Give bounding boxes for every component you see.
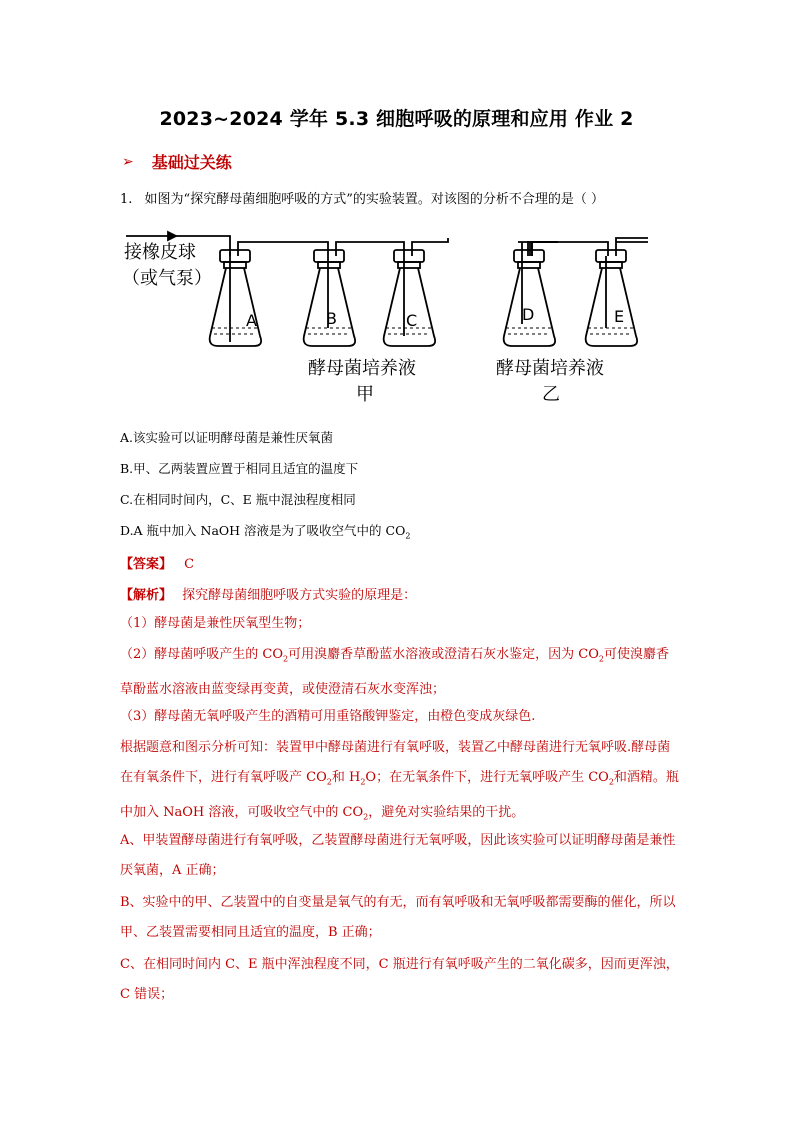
answer-value: C bbox=[184, 557, 195, 572]
question-1 bbox=[120, 188, 604, 207]
culture-label-yi: 酵母菌培养液 bbox=[496, 358, 604, 379]
option-b: B.甲、乙两装置应置于相同且适宜的温度下 bbox=[120, 461, 359, 476]
inlet-label-line2: （或气泵） bbox=[122, 268, 212, 289]
analysis-p2-part2: 可用溴麝香草酚蓝水溶液或澄清石灰水鉴定，因为 CO bbox=[288, 647, 599, 662]
option-c: C.在相同时间内，C、E 瓶中混浊程度相同 bbox=[120, 492, 356, 507]
analysis-p4-part5: ，避免对实验结果的干扰。 bbox=[368, 804, 525, 820]
analysis-intro-line bbox=[120, 584, 416, 603]
apparatus-diagram-yi bbox=[488, 228, 688, 408]
flask-d bbox=[504, 250, 555, 346]
analysis-sub: 2 bbox=[283, 654, 289, 664]
flask-b bbox=[304, 250, 355, 346]
analysis-sub: 2 bbox=[363, 812, 369, 822]
analysis-p2-part3: 可使溴麝香草酚蓝水溶液由蓝变绿再变黄，或使澄清石灰水变浑浊； bbox=[120, 647, 669, 697]
option-d bbox=[120, 521, 410, 541]
flask-c bbox=[384, 250, 435, 346]
option-d-text: D.A 瓶中加入 NaOH 溶液是为了吸收空气中的 CO bbox=[120, 523, 406, 538]
analysis-label: 【解析】 bbox=[120, 588, 173, 603]
analysis-p4-part2: 和 H bbox=[331, 770, 361, 785]
apparatus-label-jia: 甲 bbox=[356, 384, 374, 405]
analysis-p4 bbox=[120, 733, 680, 832]
question-number: 1. bbox=[120, 192, 133, 207]
section-label: 基础过关练 bbox=[151, 153, 232, 172]
culture-label-jia: 酵母菌培养液 bbox=[308, 358, 416, 379]
flask-e bbox=[586, 250, 637, 346]
analysis-sub: 2 bbox=[326, 777, 332, 787]
analysis-p6: B、实验中的甲、乙装置中的自变量是氧气的有无，而有氧呼吸和无氧呼吸都需要酶的催化，所以甲、乙装置需要相同且适宜的温度，B 正确； bbox=[120, 895, 676, 940]
analysis-p2-part1: （2）酵母菌呼吸产生的 CO bbox=[120, 647, 284, 662]
flask-b-label: B bbox=[326, 309, 337, 328]
analysis-sub: 2 bbox=[360, 777, 366, 787]
option-a: A.该实验可以证明酵母菌是兼性厌氧菌 bbox=[120, 430, 334, 445]
arrow-bullet-icon: ➢ bbox=[122, 153, 134, 170]
inlet-label-line1: 接橡皮球 bbox=[124, 242, 196, 263]
analysis-p2 bbox=[120, 640, 680, 705]
analysis-p5: A、甲装置酵母菌进行有氧呼吸，乙装置酵母菌进行无氧呼吸，因此该实验可以证明酵母菌是兼性厌氧菌，A 正确； bbox=[120, 833, 676, 878]
experiment-figure bbox=[118, 228, 625, 412]
flask-a-label: A bbox=[246, 311, 257, 330]
analysis-intro: 探究酵母菌细胞呼吸方式实验的原理是： bbox=[182, 588, 417, 603]
answer-label: 【答案】 bbox=[120, 557, 173, 572]
analysis-p4-part4: 和酒精。瓶中加入 NaOH 溶液，可吸收空气中的 CO bbox=[120, 770, 679, 820]
analysis-p7: C、在相同时间内 C、E 瓶中浑浊程度不同，C 瓶进行有氧呼吸产生的二氧化碳多，因而更浑浊，C 错误； bbox=[120, 957, 679, 1002]
page-title: 2023~2024 学年 5.3 细胞呼吸的原理和应用 作业 2 bbox=[159, 108, 634, 130]
analysis-p4-part1: 根据题意和图示分析可知：装置甲中酵母菌进行有氧呼吸，装置乙中酵母菌进行无氧呼吸.酵母菌在有氧条件下，进行有氧呼吸产 CO bbox=[120, 740, 671, 785]
apparatus-label-yi: 乙 bbox=[542, 384, 560, 405]
analysis-sub: 2 bbox=[608, 777, 614, 787]
analysis-sub: 2 bbox=[598, 654, 604, 664]
option-d-sub: 2 bbox=[405, 531, 411, 541]
section-heading bbox=[122, 150, 232, 173]
flask-d-label: D bbox=[522, 305, 535, 324]
analysis-p4-part3: O；在无氧条件下，进行无氧呼吸产生 CO bbox=[365, 770, 609, 785]
flask-e-label: E bbox=[614, 307, 625, 326]
arrow-head-icon bbox=[168, 232, 176, 240]
analysis-p1: （1）酵母菌是兼性厌氧型生物； bbox=[120, 616, 311, 631]
analysis-p3: （3）酵母菌无氧呼吸产生的酒精可用重铬酸钾鉴定，由橙色变成灰绿色. bbox=[120, 709, 536, 724]
question-text: 如图为“探究酵母菌细胞呼吸的方式”的实验装置。对该图的分析不合理的是（ ） bbox=[144, 192, 604, 207]
flask-c-label: C bbox=[406, 311, 418, 330]
answer-line bbox=[120, 553, 194, 572]
flask-a bbox=[210, 250, 261, 346]
